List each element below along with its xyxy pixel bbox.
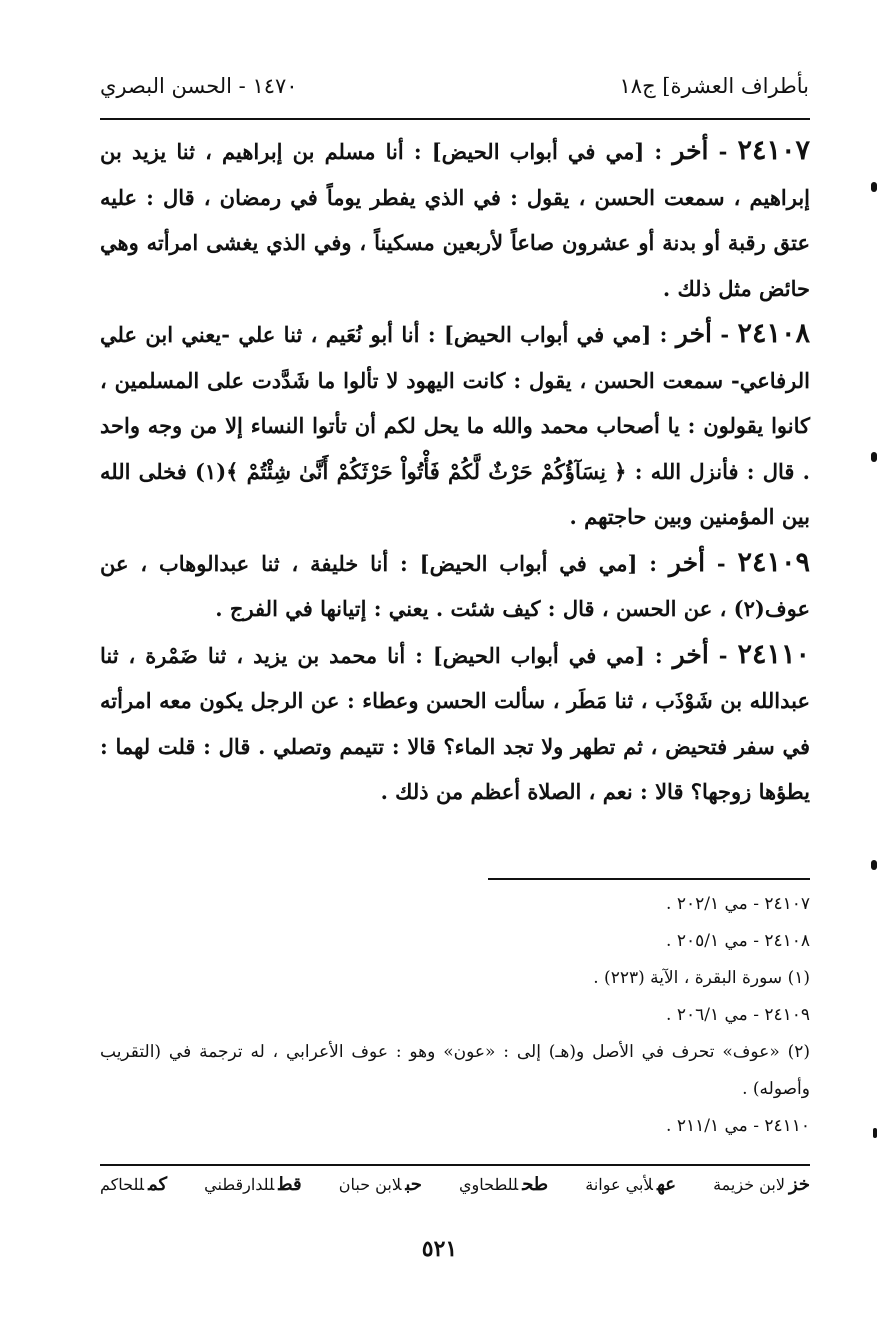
margin-mark <box>871 182 877 192</box>
footnote: ٢٤١٠٩ - مي ٢٠٦/١ . <box>666 1005 810 1025</box>
footnote-rule <box>488 878 810 880</box>
abbreviation-code: خز <box>788 1174 810 1195</box>
abbreviation-name: لأبي عوانة <box>585 1175 653 1194</box>
footnote: ٢٤١٠٧ - مي ٢٠٢/١ . <box>666 894 810 914</box>
abbreviation-item <box>713 1174 810 1195</box>
main-text <box>100 128 810 815</box>
margin-mark <box>873 1128 877 1138</box>
hadith-text: : أنا خليفة ، ثنا عبدالوهاب ، عن عوف(٢) ، عن الحسن ، قال : كيف شئت . يعني : إتيانها في الفرج . <box>100 550 810 621</box>
abbreviation-code: قط <box>278 1174 302 1195</box>
hadith-text: : أنا مسلم بن إبراهيم ، ثنا يزيد بن إبراهيم ، سمعت الحسن ، يقول : في الذي يفطر يوماً في رمضان ، قال : عليه عتق رقبة أو بدنة أو عشرون صاعاً لأربعين مسكيناً ، وفي الذي يغشى امرأته وهي حائض مثل ذلك . <box>100 139 810 301</box>
page-number: ٥٢١ <box>421 1236 458 1262</box>
hadith-number: ٢٤١٠٩ <box>737 546 811 578</box>
hadith-source: [مي في أبواب الحيض] <box>432 642 645 668</box>
hadith-marker: أخر <box>668 547 706 577</box>
margin-mark <box>871 452 877 462</box>
hadith-marker: أخر <box>672 136 709 165</box>
abbreviation-code: عه <box>656 1174 676 1195</box>
abbreviation-name: لابن حبان <box>338 1175 402 1194</box>
abbreviation-rule <box>100 1164 810 1166</box>
hadith-text: : أنا أبو نُعَيم ، ثنا علي -يعني ابن علي الرفاعي- سمعت الحسن ، يقول : كانت اليهود لا تألوا ما شَدَّدت على المسلمين ، كانوا يقولون : يا أصحاب محمد والله ما يحل لكم أن تأتوا النساء إلا من وجه واحد . قال : فأنزل الله : ﴿ نِسَآؤُكُمْ حَرْثٌ لَّكُمْ فَأْتُواْ حَرْثَكُمْ أَنَّىٰ شِئْتُمْ ﴾(١) فخلى الله بين المؤمنين وبين حاجتهم . <box>100 322 810 529</box>
hadith-entry: ٢٤١٠٧ - أخر : [مي في أبواب الحيض] : أنا مسلم بن إبراهيم ، ثنا يزيد بن إبراهيم ، سمعت الحسن ، يقول : في الذي يفطر يوماً في رمضان ، قال : عليه عتق رقبة أو بدنة أو عشرون صاعاً لأربعين مسكيناً ، وفي الذي يغشى امرأته وهي حائض مثل ذلك . <box>100 135 811 301</box>
abbreviation-code: كم <box>148 1174 168 1195</box>
abbreviation-item <box>204 1174 301 1195</box>
hadith-number: ٢٤١١٠ <box>737 638 810 670</box>
footnote: (١) سورة البقرة ، الآية (٢٢٣) . <box>593 968 810 988</box>
abbreviation-name: للحاكم <box>100 1175 145 1194</box>
abbreviation-code: طح <box>522 1174 549 1195</box>
footnote: ٢٤١١٠ - مي ٢١١/١ . <box>666 1116 810 1136</box>
hadith-marker: أخر <box>675 319 713 348</box>
abbreviation-name: لابن خزيمة <box>713 1175 785 1194</box>
abbreviation-item <box>100 1174 167 1195</box>
abbreviation-item <box>585 1174 676 1195</box>
hadith-text: : أنا محمد بن يزيد ، ثنا ضَمْرة ، ثنا عبدالله بن شَوْذَب ، ثنا مَطَر ، سألت الحسن وعطاء : عن الرجل يكون معه امرأته في سفر فتحيض ، ثم تطهر ولا تجد الماء؟ قالا : تتيمم وتصلي . قال : قلت لهما : يطؤها زوجها؟ قالا : نعم ، الصلاة أعظم من ذلك . <box>100 642 810 804</box>
hadith-source: [مي في أبواب الحيض] <box>431 139 645 164</box>
running-head-title: بأطراف العشرة] ج١٨ <box>619 74 809 98</box>
running-head <box>100 68 809 108</box>
hadith-entry: ٢٤١١٠ - أخر : [مي في أبواب الحيض] : أنا محمد بن يزيد ، ثنا ضَمْرة ، ثنا عبدالله بن شَوْذَب ، ثنا مَطَر ، سألت الحسن وعطاء : عن الرجل يكون معه امرأته في سفر فتحيض ، ثم تطهر ولا تجد الماء؟ قالا : تتيمم وتصلي . قال : قلت لهما : يطؤها زوجها؟ قالا : نعم ، الصلاة أعظم من ذلك . <box>100 638 810 804</box>
hadith-entry: ٢٤١٠٨ - أخر : [مي في أبواب الحيض] : أنا أبو نُعَيم ، ثنا علي -يعني ابن علي الرفاعي- سمعت الحسن ، يقول : كانت اليهود لا تألوا ما شَدَّدت على المسلمين ، كانوا يقولون : يا أصحاب محمد والله ما يحل لكم أن تأتوا النساء إلا من وجه واحد . قال : فأنزل الله : ﴿ نِسَآؤُكُمْ حَرْثٌ لَّكُمْ فَأْتُواْ حَرْثَكُمْ أَنَّىٰ شِئْتُمْ ﴾(١) فخلى الله بين المؤمنين وبين حاجتهم . <box>100 318 811 529</box>
abbreviation-item <box>459 1174 548 1195</box>
abbreviation-key <box>100 1174 810 1195</box>
footnote: ٢٤١٠٨ - مي ٢٠٥/١ . <box>666 931 810 951</box>
hadith-number: ٢٤١٠٨ <box>737 318 811 349</box>
header-rule <box>100 118 810 120</box>
hadith-entry: ٢٤١٠٩ - أخر : [مي في أبواب الحيض] : أنا خليفة ، ثنا عبدالوهاب ، عن عوف(٢) ، عن الحسن ، قال : كيف شئت . يعني : إتيانها في الفرج . <box>100 546 811 621</box>
abbreviation-item <box>339 1174 422 1195</box>
hadith-number: ٢٤١٠٧ <box>737 135 811 166</box>
margin-mark <box>871 860 877 870</box>
abbreviation-name: للدارقطني <box>204 1175 275 1194</box>
hadith-source: [مي في أبواب الحيض] <box>443 322 652 347</box>
hadith-marker: أخر <box>672 639 709 669</box>
footnote: (٢) «عوف» تحرف في الأصل و(هـ) إلى : «عون» وهو : عوف الأعرابي ، له ترجمة في (التقريب وأصوله) . <box>100 1042 810 1099</box>
abbreviation-name: للطحاوي <box>459 1175 519 1194</box>
abbreviation-code: حب <box>405 1174 422 1195</box>
running-head-section: ١٤٧٠ - الحسن البصري <box>100 74 298 98</box>
footnotes <box>100 886 810 1145</box>
hadith-source: [مي في أبواب الحيض] <box>419 550 638 576</box>
